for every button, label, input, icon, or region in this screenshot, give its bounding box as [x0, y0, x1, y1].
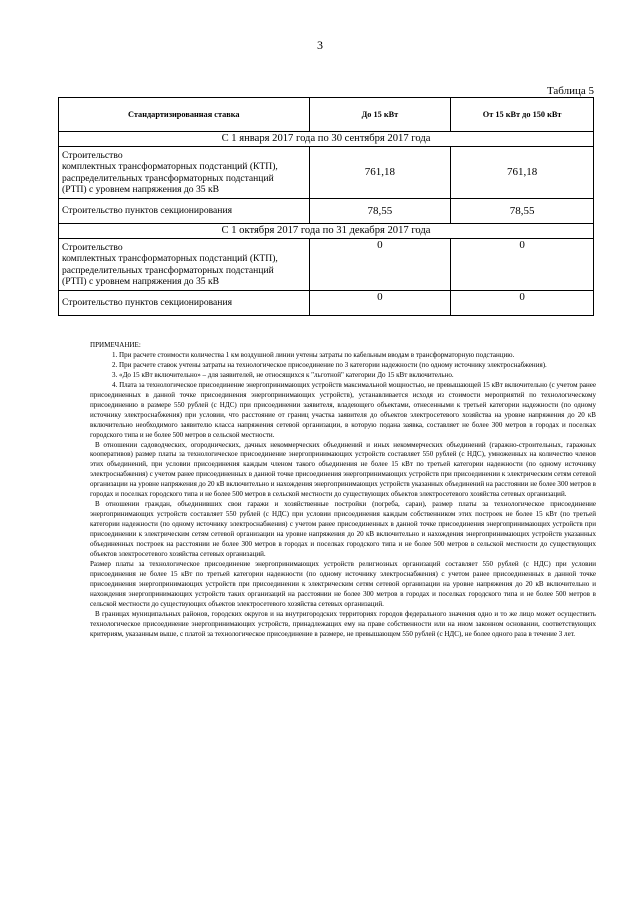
note-item: В отношении садоводческих, огороднических, дачных некоммерческих объединений и иных некоммерческих объединений (гаражно-строительных, гаражных кооперативов) размер платы за технологическое присоединение энергопринимающих устройств составляет 550 рублей (с НДС), умноженных на количество членов этих объединений, при условии присоединения каждым членом такого объединения не более 15 кВт по третьей категории надежности (по одному источнику электроснабжения) с учетом ранее присоединенных в данной точке присоединения энергопринимающих устройств при присоединении к электрическим сетям сетевой организации на уровне напряжения до 20 кВ включительно и нахождения энергопринимающих устройств указанных объединений на расстоянии не более 300 метров в городах и поселках городского типа и не более 500 метров в сельской местности до существующих объектов электросетевого хозяйства сетевых организаций. — [90, 440, 596, 499]
cell-value: 0 — [451, 291, 594, 316]
note-item: 3. «До 15 кВт включительно» – для заявителей, не относящихся к "льготной" категории До 15 кВт включительно. — [112, 370, 454, 379]
note-item: 2. При расчете ставок учтены затраты на технологическое присоединение по 3 категории надежности (по одному источнику электроснабжения). — [112, 360, 547, 369]
row-label-line: (РТП) с уровнем напряжения до 35 кВ — [62, 183, 220, 195]
period-1: С 1 января 2017 года по 30 сентября 2017 года — [59, 132, 594, 147]
row-label-sectioning: Строительство пунктов секционирования — [59, 291, 310, 316]
note-item: Размер платы за технологическое присоединение энергопринимающих устройств религиозных организаций составляет 550 рублей (с НДС) при условии присоединения не более 15 кВт по третьей категории надежности (по одному источнику электроснабжения) с учетом ранее присоединенных в данной точке присоединения энергопринимающих устройств при присоединении к электрическим сетям сетевой организации на уровне напряжения до 20 кВ включительно и нахождения энергопринимающих устройств таких организаций на расстоянии не более 300 метров в городах и поселках городского типа и не более 500 метров в сельской местности до существующих объектов электросетевого хозяйства сетевых организаций. — [90, 559, 596, 608]
table-row — [59, 147, 594, 199]
cell-value: 761,18 — [309, 147, 451, 199]
table-row — [59, 239, 594, 291]
period-2: С 1 октября 2017 года по 31 декабря 2017 года — [59, 224, 594, 239]
row-label-line: комплектных трансформаторных подстанций (КТП), — [62, 161, 278, 173]
table-header-row — [59, 98, 594, 132]
row-label-ktp — [59, 239, 310, 291]
notes-heading: ПРИМЕЧАНИЕ: — [90, 341, 141, 349]
row-label-line: распределительных трансформаторных подстанций — [62, 264, 274, 276]
notes-section — [90, 341, 596, 640]
table-row — [59, 199, 594, 224]
period-row — [59, 132, 594, 147]
cell-value: 78,55 — [309, 199, 451, 224]
row-label-line: Строительство — [62, 149, 123, 161]
table-caption: Таблица 5 — [546, 85, 594, 97]
cell-value: 0 — [309, 291, 451, 316]
cell-value: 0 — [309, 239, 451, 291]
period-row — [59, 224, 594, 239]
note-item: В отношении граждан, объединивших свои гаражи и хозяйственные постройки (погреба, сараи), размер платы за технологическое присоединение энергопринимающих устройств составляет 550 рублей (с НДС) при условии присоединения каждым собственником этих построек не более 15 кВт (по третьей категории надежности (по одному источнику электроснабжения) с учетом ранее присоединенных в данной точке присоединения энергопринимающих устройств при присоединении к электрическим сетям сетевой организации на уровне напряжения до 20 кВ включительно и нахождения энергопринимающих устройств указанных объединенных построек на расстоянии не более 300 метров в городах и поселках городского типа и не более 500 метров в сельской местности до существующих объектов электросетевого хозяйства сетевых организаций. — [90, 500, 596, 559]
note-item: 4. Плата за технологическое присоединение энергопринимающих устройств максимальной мощностью, не превышающей 15 кВт включительно (с учетом ранее присоединенных в данной точке присоединения энергопринимающих устройств), устанавливается исходя из стоимости мероприятий по технологическому присоединению в размере 550 рублей (с НДС) при присоединении заявителя, владеющего объектами, отнесенными к третьей категории надежности (по одному источнику электроснабжения) при условии, что расстояние от границ участка заявителя до объектов электросетевого хозяйства на уровне напряжения до 20 кВ включительно необходимого заявителю класса напряжения сетевой организации, в которую подана заявка, составляет не более 300 метров в городах и поселках городского типа и не более 500 метров в сельской местности. — [90, 380, 596, 439]
note-item: 1. При расчете стоимости количества 1 км воздушной линии учтены затраты по кабельным вводам в трансформаторную подстанцию. — [112, 350, 515, 359]
header-rate: Стандартизированная ставка — [59, 98, 310, 132]
table-row — [59, 291, 594, 316]
cell-value: 0 — [451, 239, 594, 291]
cell-value: 78,55 — [451, 199, 594, 224]
note-item: В границах муниципальных районов, городских округов и на внутригородских территориях городов федерального значения одно и то же лицо может осуществить технологическое присоединение энергопринимающих устройств, принадлежащих ему на праве собственности или на ином законном основании, соответствующих критериям, указанным выше, с платой за технологическое присоединение в размере, не превышающем 550 рублей (с НДС), не более одного раза в течение 3 лет. — [90, 609, 596, 638]
row-label-sectioning: Строительство пунктов секционирования — [59, 199, 310, 224]
row-label-line: распределительных трансформаторных подстанций — [62, 172, 274, 184]
page-number: 3 — [317, 38, 323, 52]
row-label-line: комплектных трансформаторных подстанций (КТП), — [62, 253, 278, 265]
header-15-to-150kw: От 15 кВт до 150 кВт — [451, 98, 594, 132]
row-label-line: (РТП) с уровнем напряжения до 35 кВ — [62, 275, 220, 287]
row-label-ktp — [59, 147, 310, 199]
cell-value: 761,18 — [451, 147, 594, 199]
rates-table — [58, 97, 594, 316]
header-up-to-15kw: До 15 кВт — [309, 98, 451, 132]
row-label-line: Строительство — [62, 241, 123, 253]
